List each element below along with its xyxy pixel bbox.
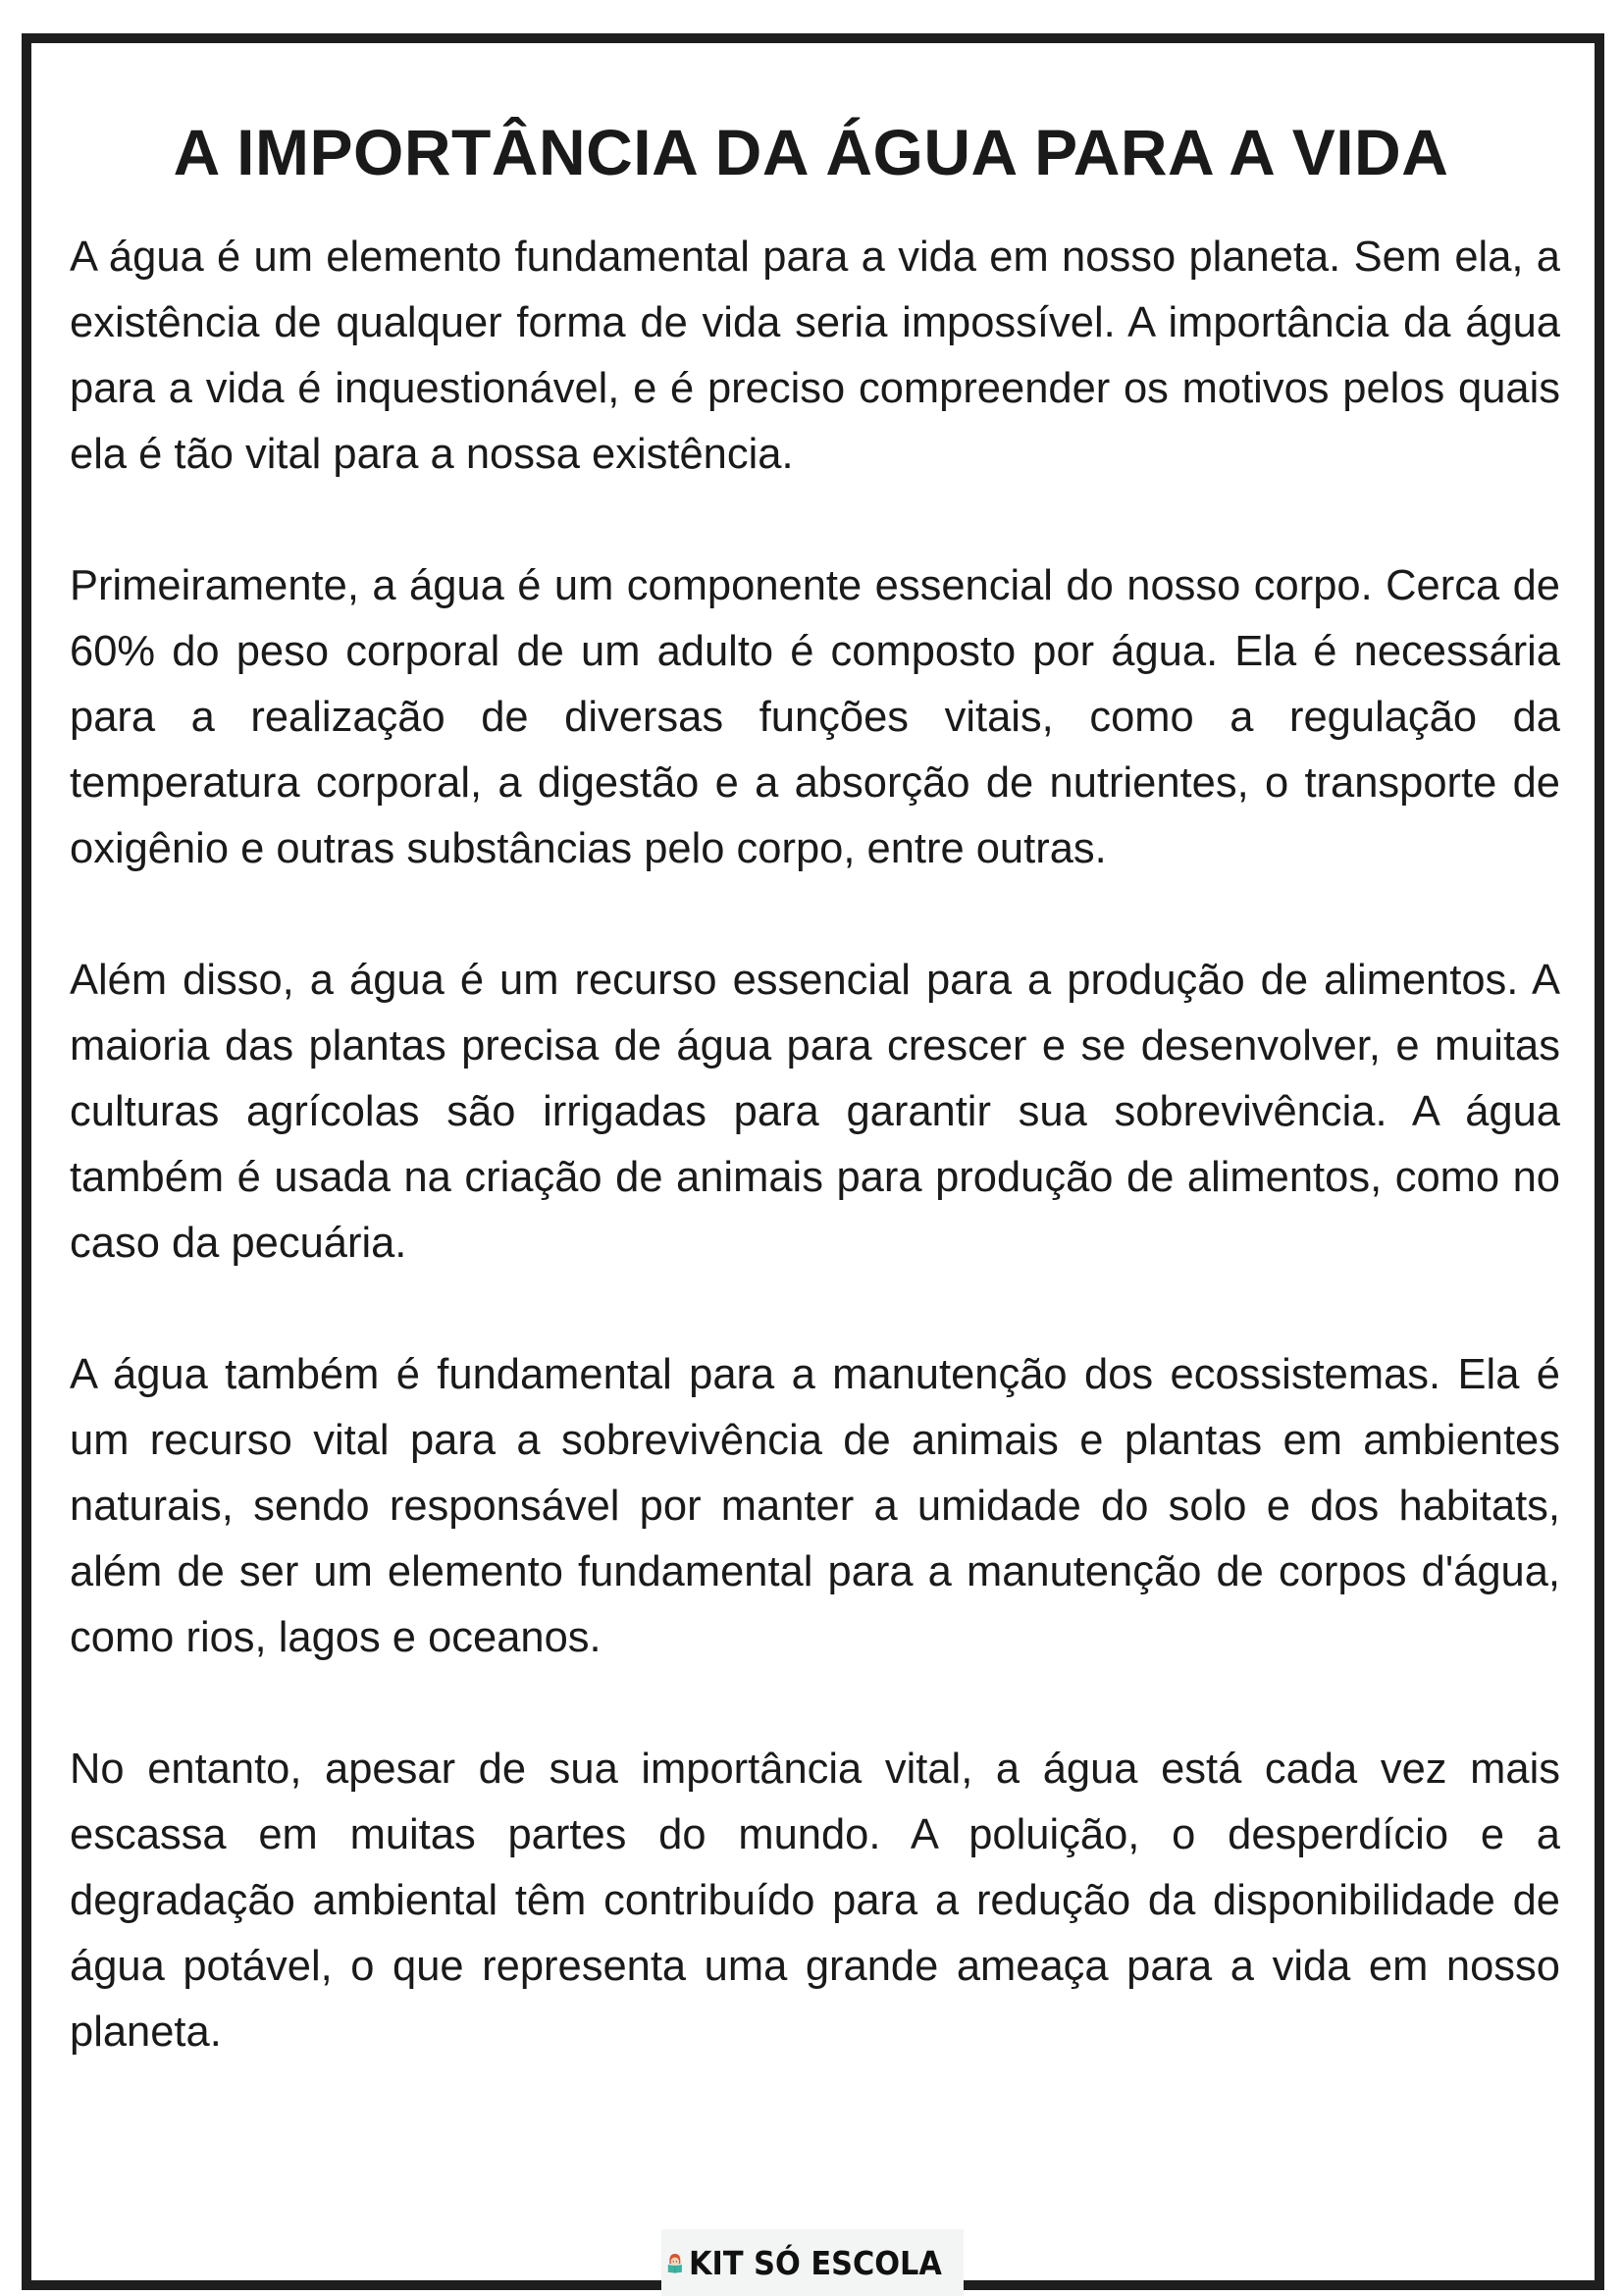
- paragraph-3: Além disso, a água é um recurso essencial para a produção de alimentos. A maioria das plantas precisa de água para crescer e se desenvolver, e muitas culturas agrícolas são irrigadas para garantir sua sobrevivência. A água também é usada na criação de animais para produção de alimentos, como no caso da pecuária.: [70, 957, 1560, 1267]
- page-title: A IMPORTÂNCIA DA ÁGUA PARA A VIDA: [173, 116, 1449, 188]
- article-body: [70, 225, 1560, 2131]
- paragraph-2: Primeiramente, a água é um componente essencial do nosso corpo. Cerca de 60% do peso corporal de um adulto é composto por água. Ela é necessária para a realização de diversas funções vitais, como a regulação da temperatura corporal, a digestão e a absorção de nutrientes, o transporte de oxigênio e outras substâncias pelo corpo, entre outras.: [70, 562, 1560, 872]
- logo-text: KIT SÓ ESCOLA: [688, 2243, 942, 2282]
- girl-reading-book-icon: [667, 2236, 683, 2289]
- paragraph-4: A água também é fundamental para a manutenção dos ecossistemas. Ela é um recurso vital para a sobrevivência de animais e plantas em ambientes naturais, sendo responsável por manter a umidade do solo e dos habitats, além de ser um elemento fundamental para a manutenção de corpos d'água, como rios, lagos e oceanos.: [70, 1351, 1560, 1661]
- paragraph-5: No entanto, apesar de sua importância vital, a água está cada vez mais escassa em muitas partes do mundo. A poluição, o desperdício e a degradação ambiental têm contribuído para a redução da disponibilidade de água potável, o que representa uma grande ameaça para a vida em nosso planeta.: [70, 1746, 1560, 2056]
- paragraph-1: A água é um elemento fundamental para a vida em nosso planeta. Sem ela, a existência de qualquer forma de vida seria impossível. A importância da água para a vida é inquestionável, e é preciso compreender os motivos pelos quais ela é tão vital para a nossa existência.: [70, 234, 1560, 478]
- brand-logo: [661, 2229, 964, 2296]
